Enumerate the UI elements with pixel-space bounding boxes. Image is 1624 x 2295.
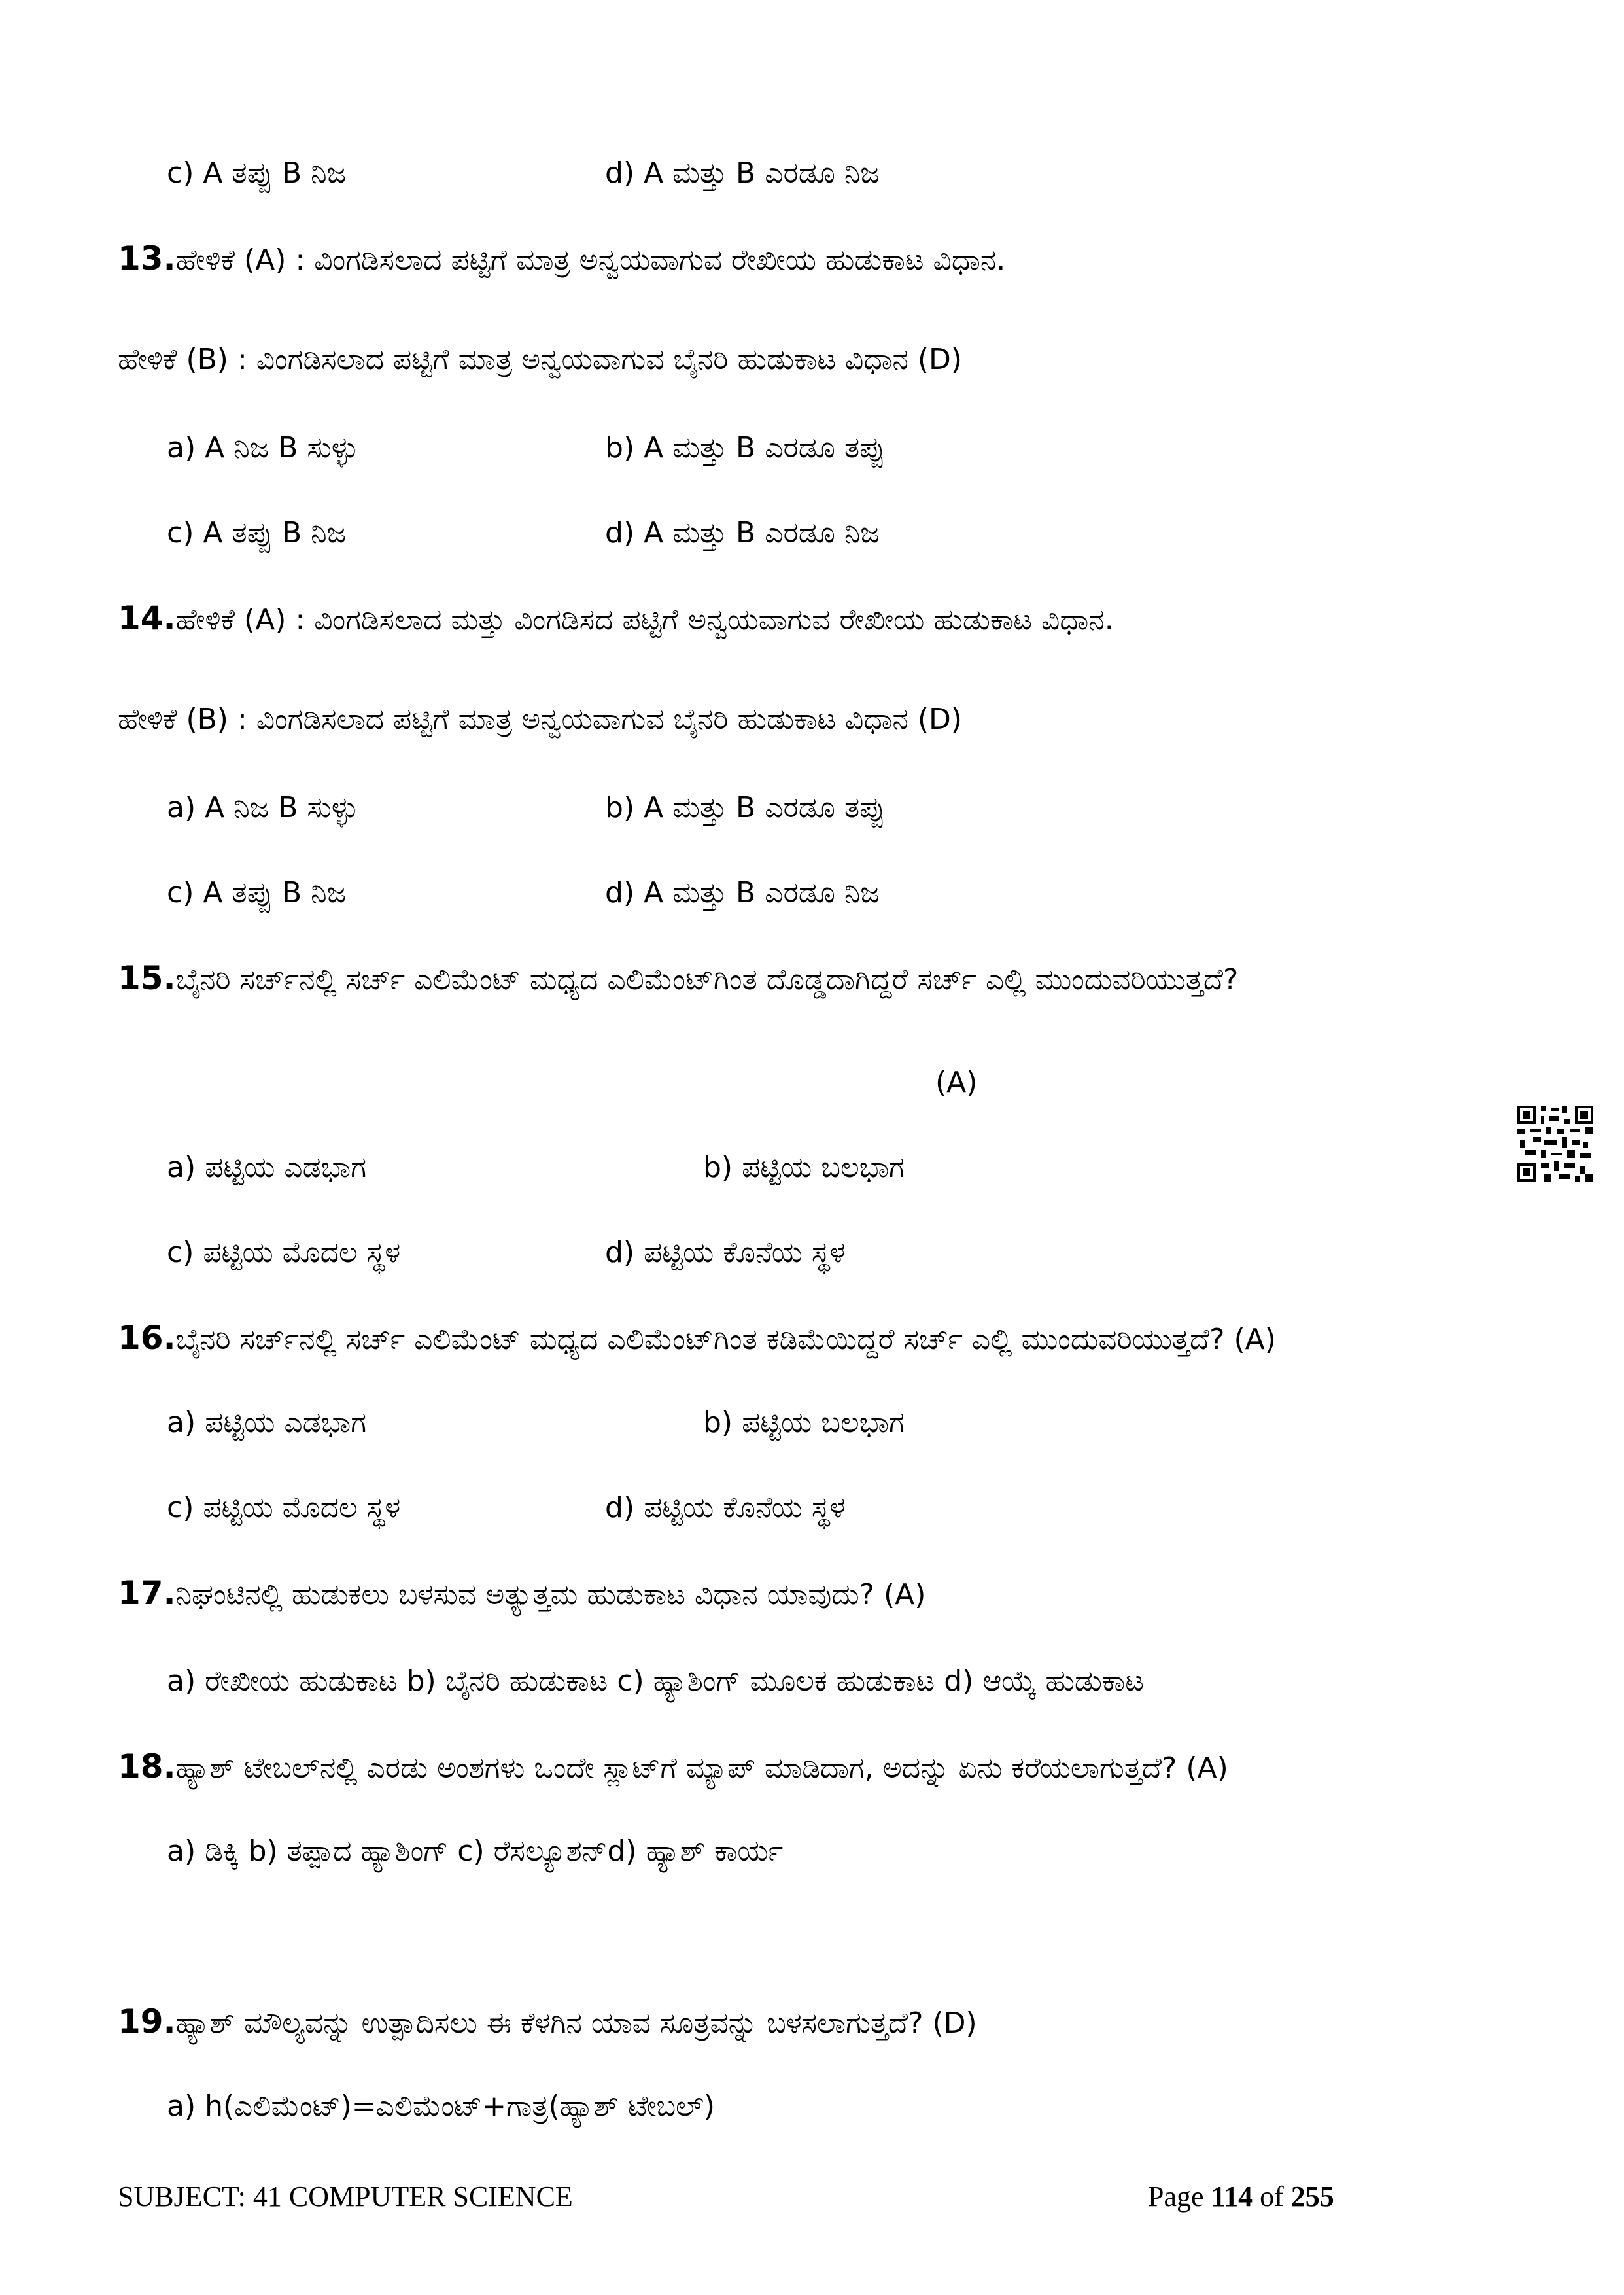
q19-option-a: a) h(ಎಲಿಮೆಂಟ್)=ಎಲಿಮೆಂಟ್+ಗಾತ್ರ(ಹ್ಯಾಶ್ ಟೇಬಲ್) xyxy=(167,2090,716,2123)
question-number: 16. xyxy=(118,1319,176,1357)
q14-option-d: d) A ಮತ್ತು B ಎರಡೂ ನಿಜ xyxy=(605,876,880,909)
q13-option-b: b) A ಮತ್ತು B ಎರಡೂ ತಪ್ಪು xyxy=(605,431,886,464)
q19-question xyxy=(118,2002,977,2041)
footer-page-number xyxy=(1148,2179,1334,2215)
q17-question xyxy=(118,1573,925,1613)
question-number: 18. xyxy=(118,1747,176,1785)
q14-statement-a xyxy=(118,599,1114,638)
q14-option-a: a) A ನಿಜ B ಸುಳ್ಳು xyxy=(167,791,358,824)
q15-option-d: d) ಪಟ್ಟಿಯ ಕೊನೆಯ ಸ್ಥಳ xyxy=(605,1236,846,1269)
q17-options: a) ರೇಖೀಯ ಹುಡುಕಾಟ b) ಬೈನರಿ ಹುಡುಕಾಟ c) ಹ್ಯಾಶಿಂಗ್ ಮೂಲಕ ಹುಡುಕಾಟ d) ಆಯ್ಕೆ ಹುಡುಕಾಟ xyxy=(167,1664,1144,1698)
q13-option-a: a) A ನಿಜ B ಸುಳ್ಳು xyxy=(167,431,358,464)
q16-option-a: a) ಪಟ್ಟಿಯ ಎಡಭಾಗ xyxy=(167,1406,366,1439)
q15-question-text: ಬೈನರಿ ಸರ್ಚ್‌ನಲ್ಲಿ ಸರ್ಚ್ ಎಲಿಮೆಂಟ್ ಮಧ್ಯದ ಎಲಿಮೆಂಟ್‌ಗಿಂತ ದೊಡ್ಡದಾಗಿದ್ದರೆ ಸರ್ಚ್ ಎಲ್ಲಿ ಮುಂದುವರಿಯುತ್ತದೆ? xyxy=(175,963,1239,996)
question-number: 14. xyxy=(118,599,176,637)
q17-question-text: ನಿಘಂಟಿನಲ್ಲಿ ಹುಡುಕಲು ಬಳಸುವ ಅತ್ಯುತ್ತಮ ಹುಡುಕಾಟ ವಿಧಾನ ಯಾವುದು? (A) xyxy=(175,1578,926,1611)
q14-option-c: c) A ತಪ್ಪು B ನಿಜ xyxy=(167,876,347,909)
page-mid: of xyxy=(1253,2181,1291,2213)
page-total: 255 xyxy=(1290,2181,1334,2213)
q19-question-text: ಹ್ಯಾಶ್ ಮೌಲ್ಯವನ್ನು ಉತ್ಪಾದಿಸಲು ಈ ಕೆಳಗಿನ ಯಾವ ಸೂತ್ರವನ್ನು ಬಳಸಲಾಗುತ್ತದೆ? (D) xyxy=(175,2006,977,2040)
q18-options: a) ಡಿಕ್ಕಿ b) ತಪ್ಪಾದ ಹ್ಯಾಶಿಂಗ್ c) ರೆಸಲ್ಯೂಶನ್d) ಹ್ಯಾಶ್ ಕಾರ್ಯ xyxy=(167,1834,784,1868)
q16-option-c: c) ಪಟ್ಟಿಯ ಮೊದಲ ಸ್ಥಳ xyxy=(167,1491,401,1524)
q14-statement-a-text: ಹೇಳಿಕೆ (A) : ವಿಂಗಡಿಸಲಾದ ಮತ್ತು ವಿಂಗಡಿಸದ ಪಟ್ಟಿಗೆ ಅನ್ವಯವಾಗುವ ರೇಖೀಯ ಹುಡುಕಾಟ ವಿಧಾನ. xyxy=(175,603,1114,637)
footer-subject: SUBJECT: 41 COMPUTER SCIENCE xyxy=(118,2181,573,2213)
q15-option-b: b) ಪಟ್ಟಿಯ ಬಲಭಾಗ xyxy=(703,1151,905,1184)
q13-option-d: d) A ಮತ್ತು B ಎರಡೂ ನಿಜ xyxy=(605,516,880,550)
q15-option-a: a) ಪಟ್ಟಿಯ ಎಡಭಾಗ xyxy=(167,1151,366,1184)
q16-option-b: b) ಪಟ್ಟಿಯ ಬಲಭಾಗ xyxy=(703,1406,905,1439)
question-number: 13. xyxy=(118,239,176,277)
question-number: 19. xyxy=(118,2003,176,2041)
q14-option-b: b) A ಮತ್ತು B ಎರಡೂ ತಪ್ಪು xyxy=(605,791,886,824)
q12-option-c: c) A ತಪ್ಪು B ನಿಜ xyxy=(167,156,347,190)
q16-question-text: ಬೈನರಿ ಸರ್ಚ್‌ನಲ್ಲಿ ಸರ್ಚ್ ಎಲಿಮೆಂಟ್ ಮಧ್ಯದ ಎಲಿಮೆಂಟ್‌ಗಿಂತ ಕಡಿಮೆಯಿದ್ದರೆ ಸರ್ಚ್ ಎಲ್ಲಿ ಮುಂದುವರಿಯುತ್ತದೆ? (A) xyxy=(175,1323,1276,1356)
question-number: 17. xyxy=(118,1574,176,1612)
q13-statement-a-text: ಹೇಳಿಕೆ (A) : ವಿಂಗಡಿಸಲಾದ ಪಟ್ಟಿಗೆ ಮಾತ್ರ ಅನ್ವಯವಾಗುವ ರೇಖೀಯ ಹುಡುಕಾಟ ವಿಧಾನ. xyxy=(175,243,1006,277)
q15-answer: (A) xyxy=(935,1066,978,1099)
q15-option-c: c) ಪಟ್ಟಿಯ ಮೊದಲ ಸ್ಥಳ xyxy=(167,1236,401,1269)
q12-option-d: d) A ಮತ್ತು B ಎರಡೂ ನಿಜ xyxy=(605,156,880,190)
question-number: 15. xyxy=(118,959,176,997)
q18-question xyxy=(118,1747,1228,1786)
q15-question xyxy=(118,958,1238,998)
q16-option-d: d) ಪಟ್ಟಿಯ ಕೊನೆಯ ಸ್ಥಳ xyxy=(605,1491,846,1524)
page-current: 114 xyxy=(1211,2181,1253,2213)
q13-statement-a xyxy=(118,239,1005,278)
qr-code-icon xyxy=(1517,1106,1593,1182)
q13-option-c: c) A ತಪ್ಪು B ನಿಜ xyxy=(167,516,347,550)
page-prefix: Page xyxy=(1148,2181,1211,2213)
q18-question-text: ಹ್ಯಾಶ್ ಟೇಬಲ್‌ನಲ್ಲಿ ಎರಡು ಅಂಶಗಳು ಒಂದೇ ಸ್ಲಾಟ್‌ಗೆ ಮ್ಯಾಪ್ ಮಾಡಿದಾಗ, ಅದನ್ನು ಏನು ಕರೆಯಲಾಗುತ್ತದೆ? (A) xyxy=(175,1751,1228,1785)
q13-statement-b: ಹೇಳಿಕೆ (B) : ವಿಂಗಡಿಸಲಾದ ಪಟ್ಟಿಗೆ ಮಾತ್ರ ಅನ್ವಯವಾಗುವ ಬೈನರಿ ಹುಡುಕಾಟ ವಿಧಾನ (D) xyxy=(118,343,963,376)
q14-statement-b: ಹೇಳಿಕೆ (B) : ವಿಂಗಡಿಸಲಾದ ಪಟ್ಟಿಗೆ ಮಾತ್ರ ಅನ್ವಯವಾಗುವ ಬೈನರಿ ಹುಡುಕಾಟ ವಿಧಾನ (D) xyxy=(118,703,963,736)
q16-question xyxy=(118,1318,1276,1358)
